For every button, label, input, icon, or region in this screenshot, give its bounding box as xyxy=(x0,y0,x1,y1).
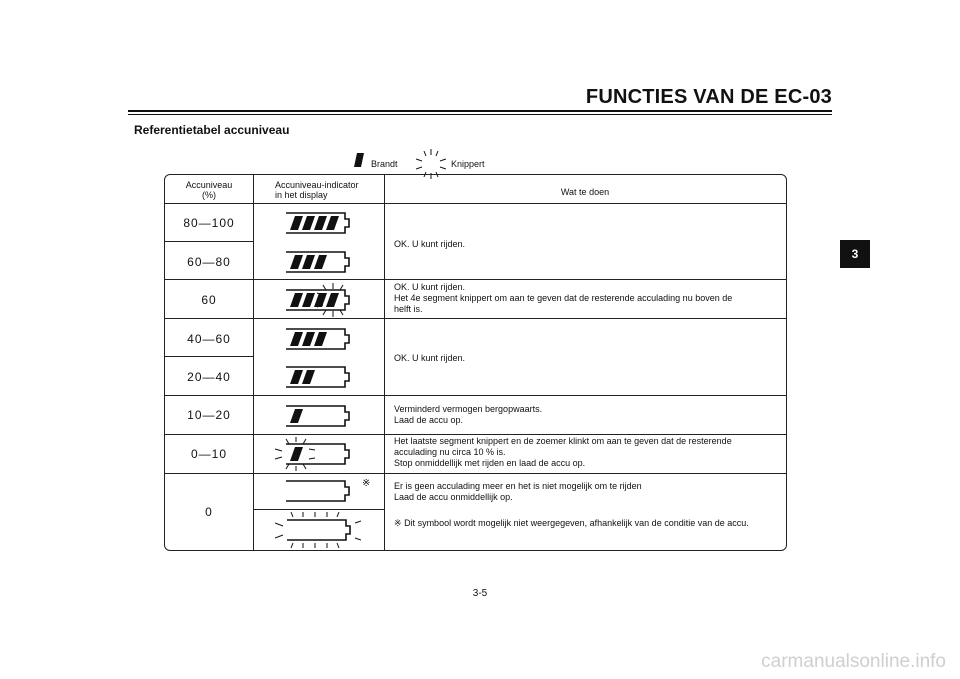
lit-segment-icon xyxy=(354,153,364,167)
row-divider xyxy=(165,473,786,474)
header-divider xyxy=(165,203,786,204)
watermark: carmanualsonline.info xyxy=(761,651,946,672)
legend-blinking-label: Knippert xyxy=(451,159,485,169)
action-60: OK. U kunt rijden. Het 4e segment knippert om aan te geven dat de resterende acculading nu boven de helft is. xyxy=(394,282,733,314)
note-mark: ※ xyxy=(362,478,371,489)
action-ok: OK. U kunt rijden. xyxy=(394,239,466,249)
page-number: 3-5 xyxy=(472,588,488,599)
column-header-action: Wat te doen xyxy=(560,187,610,197)
action-0: Er is geen acculading meer en het is niet mogelijk om te rijden Laad de accu onmiddellijk op. xyxy=(394,481,642,502)
header-rule-thin xyxy=(128,114,832,115)
row-divider xyxy=(253,509,384,510)
battery-reference-table xyxy=(164,174,787,551)
footnote-text: Dit symbool wordt mogelijk niet weergegeven, afhankelijk van de conditie van de accu. xyxy=(404,518,749,528)
row-divider xyxy=(165,434,786,435)
footnote-mark: ※ xyxy=(394,518,402,528)
column-header-indicator: Accuniveau-indicator in het display xyxy=(275,180,359,200)
header-rule xyxy=(128,110,832,112)
chapter-tab: 3 xyxy=(840,240,870,268)
battery-4th-segment-blinking-icon xyxy=(277,283,357,317)
battery-empty-blinking-icon xyxy=(275,511,361,549)
row-divider xyxy=(165,279,786,280)
level-40-60: 40—60 xyxy=(187,332,231,346)
battery-4-segments-icon xyxy=(285,212,351,234)
action-ok-2: OK. U kunt rijden. xyxy=(394,353,466,363)
column-divider xyxy=(384,175,385,550)
action-10-20: Verminderd vermogen bergopwaarts. Laad de accu op. xyxy=(394,404,543,425)
row-divider xyxy=(165,318,786,319)
action-0-10: Het laatste segment knippert en de zoemer klinkt om aan te geven dat de resterende acculading nu circa 10 % is. Stop onmiddellijk met rijden en laad de accu op. xyxy=(394,436,732,468)
battery-3-segments-icon xyxy=(285,328,351,350)
legend-lit-label: Brandt xyxy=(371,159,398,169)
battery-empty-icon xyxy=(285,480,351,502)
row-divider xyxy=(165,356,253,357)
level-0: 0 xyxy=(205,505,213,519)
row-divider xyxy=(165,395,786,396)
level-60: 60 xyxy=(201,293,217,307)
battery-3-segments-icon xyxy=(285,251,351,273)
battery-1-segment-icon xyxy=(285,405,351,427)
level-20-40: 20—40 xyxy=(187,370,231,384)
column-header-level: Accuniveau (%) xyxy=(185,180,233,200)
page-header-title: FUNCTIES VAN DE EC-03 xyxy=(585,86,832,108)
battery-2-segments-icon xyxy=(285,366,351,388)
section-title: Referentietabel accuniveau xyxy=(134,123,290,137)
battery-last-segment-blinking-icon xyxy=(273,437,353,471)
row-divider xyxy=(165,241,253,242)
level-10-20: 10—20 xyxy=(187,408,231,422)
footnote xyxy=(394,518,779,529)
level-60-80: 60—80 xyxy=(187,255,231,269)
column-divider xyxy=(253,175,254,550)
level-0-10: 0—10 xyxy=(190,447,228,461)
level-80-100: 80—100 xyxy=(183,216,235,230)
